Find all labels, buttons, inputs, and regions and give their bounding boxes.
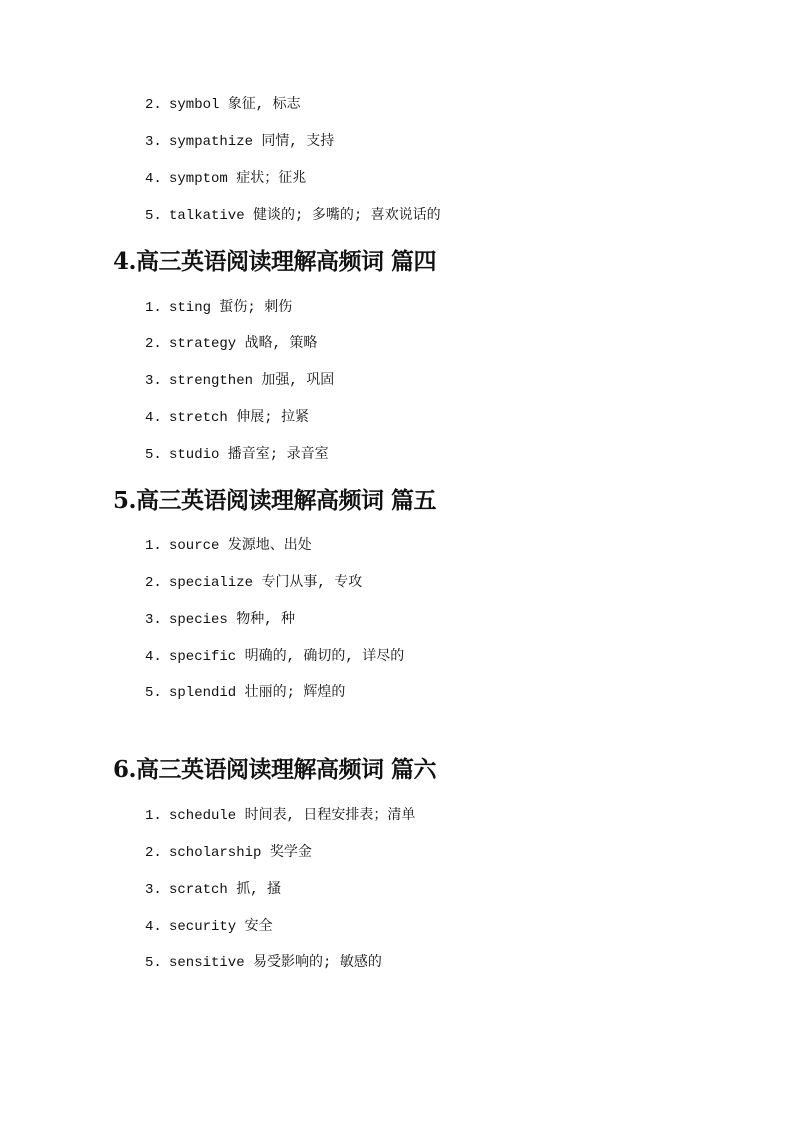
item-text: strategy 战略, 策略 bbox=[169, 336, 318, 352]
section-heading: 5.高三英语阅读理解高频词 篇五 bbox=[113, 487, 437, 514]
section-heading: 4.高三英语阅读理解高频词 篇四 bbox=[113, 248, 437, 275]
list-item bbox=[145, 611, 295, 629]
list-item bbox=[145, 170, 306, 188]
list-item bbox=[145, 446, 329, 464]
section-heading: 6.高三英语阅读理解高频词 篇六 bbox=[113, 756, 437, 783]
item-number: 3. bbox=[145, 373, 162, 389]
item-text: species 物种, 种 bbox=[169, 612, 296, 628]
item-number: 2. bbox=[145, 845, 162, 861]
list-item bbox=[145, 335, 317, 353]
item-text: source 发源地、出处 bbox=[169, 538, 312, 554]
list-item bbox=[145, 574, 362, 592]
item-text: strengthen 加强, 巩固 bbox=[169, 373, 335, 389]
item-number: 4. bbox=[145, 171, 162, 187]
list-item bbox=[145, 96, 301, 114]
item-text: specialize 专门从事, 专攻 bbox=[169, 575, 363, 591]
item-text: sting 蜇伤; 刺伤 bbox=[169, 300, 293, 316]
item-text: scholarship 奖学金 bbox=[169, 845, 312, 861]
item-text: sensitive 易受影响的; 敏感的 bbox=[169, 955, 382, 971]
item-text: symptom 症状；征兆 bbox=[169, 171, 307, 187]
item-number: 5. bbox=[145, 955, 162, 971]
list-item bbox=[145, 807, 415, 825]
list-item bbox=[145, 844, 312, 862]
item-number: 1. bbox=[145, 808, 162, 824]
item-number: 3. bbox=[145, 882, 162, 898]
list-item bbox=[145, 954, 382, 972]
list-item bbox=[145, 537, 312, 555]
item-text: scratch 抓, 搔 bbox=[169, 882, 282, 898]
list-item bbox=[145, 881, 281, 899]
item-number: 3. bbox=[145, 134, 162, 150]
item-text: security 安全 bbox=[169, 919, 273, 935]
item-text: talkative 健谈的; 多嘴的; 喜欢说话的 bbox=[169, 208, 441, 224]
item-number: 4. bbox=[145, 919, 162, 935]
item-number: 2. bbox=[145, 575, 162, 591]
list-item bbox=[145, 918, 273, 936]
item-number: 3. bbox=[145, 612, 162, 628]
item-number: 2. bbox=[145, 336, 162, 352]
list-item bbox=[145, 372, 334, 390]
item-number: 2. bbox=[145, 97, 162, 113]
list-item bbox=[145, 648, 404, 666]
item-text: sympathize 同情, 支持 bbox=[169, 134, 335, 150]
item-text: schedule 时间表, 日程安排表；清单 bbox=[169, 808, 416, 824]
item-text: specific 明确的, 确切的, 详尽的 bbox=[169, 649, 405, 665]
item-number: 5. bbox=[145, 208, 162, 224]
item-number: 5. bbox=[145, 447, 162, 463]
list-item bbox=[145, 299, 292, 317]
item-number: 4. bbox=[145, 649, 162, 665]
list-item bbox=[145, 207, 441, 225]
item-number: 5. bbox=[145, 685, 162, 701]
list-item bbox=[145, 133, 334, 151]
item-number: 1. bbox=[145, 538, 162, 554]
list-item bbox=[145, 684, 345, 702]
item-number: 4. bbox=[145, 410, 162, 426]
list-item bbox=[145, 409, 309, 427]
item-text: symbol 象征, 标志 bbox=[169, 97, 301, 113]
item-text: stretch 伸展; 拉紧 bbox=[169, 410, 310, 426]
item-text: splendid 壮丽的; 辉煌的 bbox=[169, 685, 346, 701]
item-text: studio 播音室; 录音室 bbox=[169, 447, 329, 463]
item-number: 1. bbox=[145, 300, 162, 316]
